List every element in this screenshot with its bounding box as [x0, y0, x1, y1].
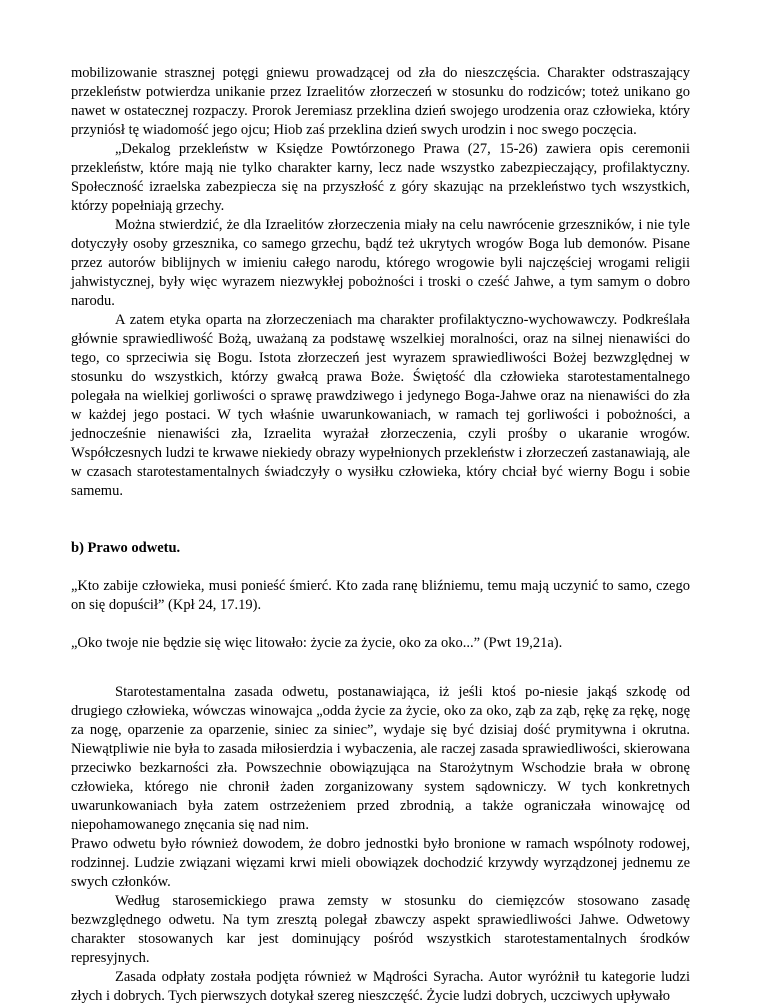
paragraph-conversion-of-sinners: Można stwierdzić, że dla Izraelitów złorzeczenia miały na celu nawrócenie grzeszników, i nie tyle dotyczyły osoby grzesznika, co samego grzechu, bądź też ukrytych wrogów Boga lub demonów. Pisane przez autorów biblijnych w imieniu całego narodu, którego wrogowie byli najczęściej wrogami religii jahwistycznej, były więc wyrazem niezwykłej pobożności i troski o cześć Jahwe, a tym samym o dobro narodu.: [71, 217, 690, 309]
paragraph-retaliation-principle: Starotestamentalna zasada odwetu, postanawiająca, iż jeśli ktoś po-niesie jakąś szkodę od drugiego człowieka, wówczas winowajca „odda życie za życie, oko za oko, ząb za ząb, rękę za rękę, nogę za nogę, oparzenie za oparzenie, siniec za siniec”, wydaje się być dzisiaj dość prymitywna i okrutna. Niewątpliwie nie była to zasada miłosierdzia i wybaczenia, ale raczej zasada sprawiedliwości, skierowana przeciwko bezkarności zła. Powszechnie obowiązująca na Starożytnym Wschodzie brała w obronę człowieka, którego nie chronił żaden zorganizowany system sądowniczy. W tych konkretnych uwarunkowaniach była zatem ostrzeżeniem przed zbrodnią, a także ograniczała winowajcę od niepohamowanego znęcania się nad nim.: [71, 684, 690, 833]
paragraph-curses-avoidance: mobilizowanie strasznej potęgi gniewu prowadzącej od zła do nieszczęścia. Charakter odstraszający przekleństw potwierdza unikanie przez Izraelitów złorzeczeń w stosunku do rodziców; toteż unikano go nawet w ostatecznej rozpaczy. Prorok Jeremiasz przeklina dzień swojego urodzenia oraz człowieka, który przyniósł tę wiadomość jego ojcu; Hiob zaś przeklina dzień swych urodzin i noc swego poczęcia.: [71, 65, 690, 138]
paragraph-decalogue-curses: „Dekalog przekleństw w Księdze Powtórzonego Prawa (27, 15-26) zawiera opis ceremonii przekleństw, które mają nie tylko charakter karny, lecz nade wszystko zabezpieczający, profilaktyczny. Społeczność izraelska zabezpiecza się na przyszłość z góry skazując na przekleństwo tych wszystkich, którzy popełniają grzechy.: [71, 141, 690, 214]
paragraph-semitic-vengeance: Według starosemickiego prawa zemsty w stosunku do ciemięzców stosowano zasadę bezwzględnego odwetu. Na tym zresztą polegał zbawczy aspekt sprawiedliwości Jahwe. Odwetowy charakter stosowanych kar jest dominujący pośród wszystkich starotestamentalnych środków represyjnych.: [71, 893, 690, 966]
paragraph-ethics-of-curses: A zatem etyka oparta na złorzeczeniach ma charakter profilaktyczno-wychowawczy. Podkreślała głównie sprawiedliwość Bożą, uważaną za podstawę wszelkiej moralności, oraz na silnej nienawiści do tego, co sprzeciwia się Bogu. Istota złorzeczeń jest wyrazem sprawiedliwości Bożej bezwzględnej w stosunku do wszystkich, którzy gwałcą prawa Boże. Świętość dla człowieka starotestamentalnego polegała na wielkiej gorliwości o sprawę prawdziwego i jedynego Boga-Jahwe oraz na nienawiści do zła w każdej jego postaci. W tych właśnie uwarunkowaniach, w ramach tej gorliwości i pobożności, a jednocześnie nienawiści zła, Izraelita wyrażał złorzeczenia, czyli prośby o ukaranie wrogów. Współczesnych ludzi te krwawe niekiedy obrazy wypełnionych przekleństw i złorzeczeń zastanawiają, ale w czasach starotestamentalnych świadczyły o wysiłku człowieka, który chciał być wierny Bogu i sobie samemu.: [71, 312, 690, 499]
paragraph-family-community: Prawo odwetu było również dowodem, że dobro jednostki było bronione w ramach wspólnoty rodowej, rodzinnej. Ludzie związani więzami krwi mieli obowiązek dochodzić krzywdy wyrządzonej jednemu ze swych członków.: [71, 836, 690, 890]
quote-leviticus: „Kto zabije człowieka, musi ponieść śmierć. Kto zada ranę bliźniemu, temu mają uczynić to samo, czego on się dopuścił” (Kpł 24, 17.19).: [71, 578, 690, 613]
quote-deuteronomy: „Oko twoje nie będzie się więc litowało: życie za życie, oko za oko...” (Pwt 19,21a).: [71, 635, 563, 651]
section-heading: b) Prawo odwetu.: [71, 540, 181, 556]
paragraph-sirach-retribution: Zasada odpłaty została podjęta również w Mądrości Syracha. Autor wyróżnił tu kategorie ludzi złych i dobrych. Tych pierwszych dotykał szereg nieszczęść. Życie ludzi dobrych, uczciwych upływało: [71, 969, 690, 1004]
document-page: [71, 64, 690, 1006]
